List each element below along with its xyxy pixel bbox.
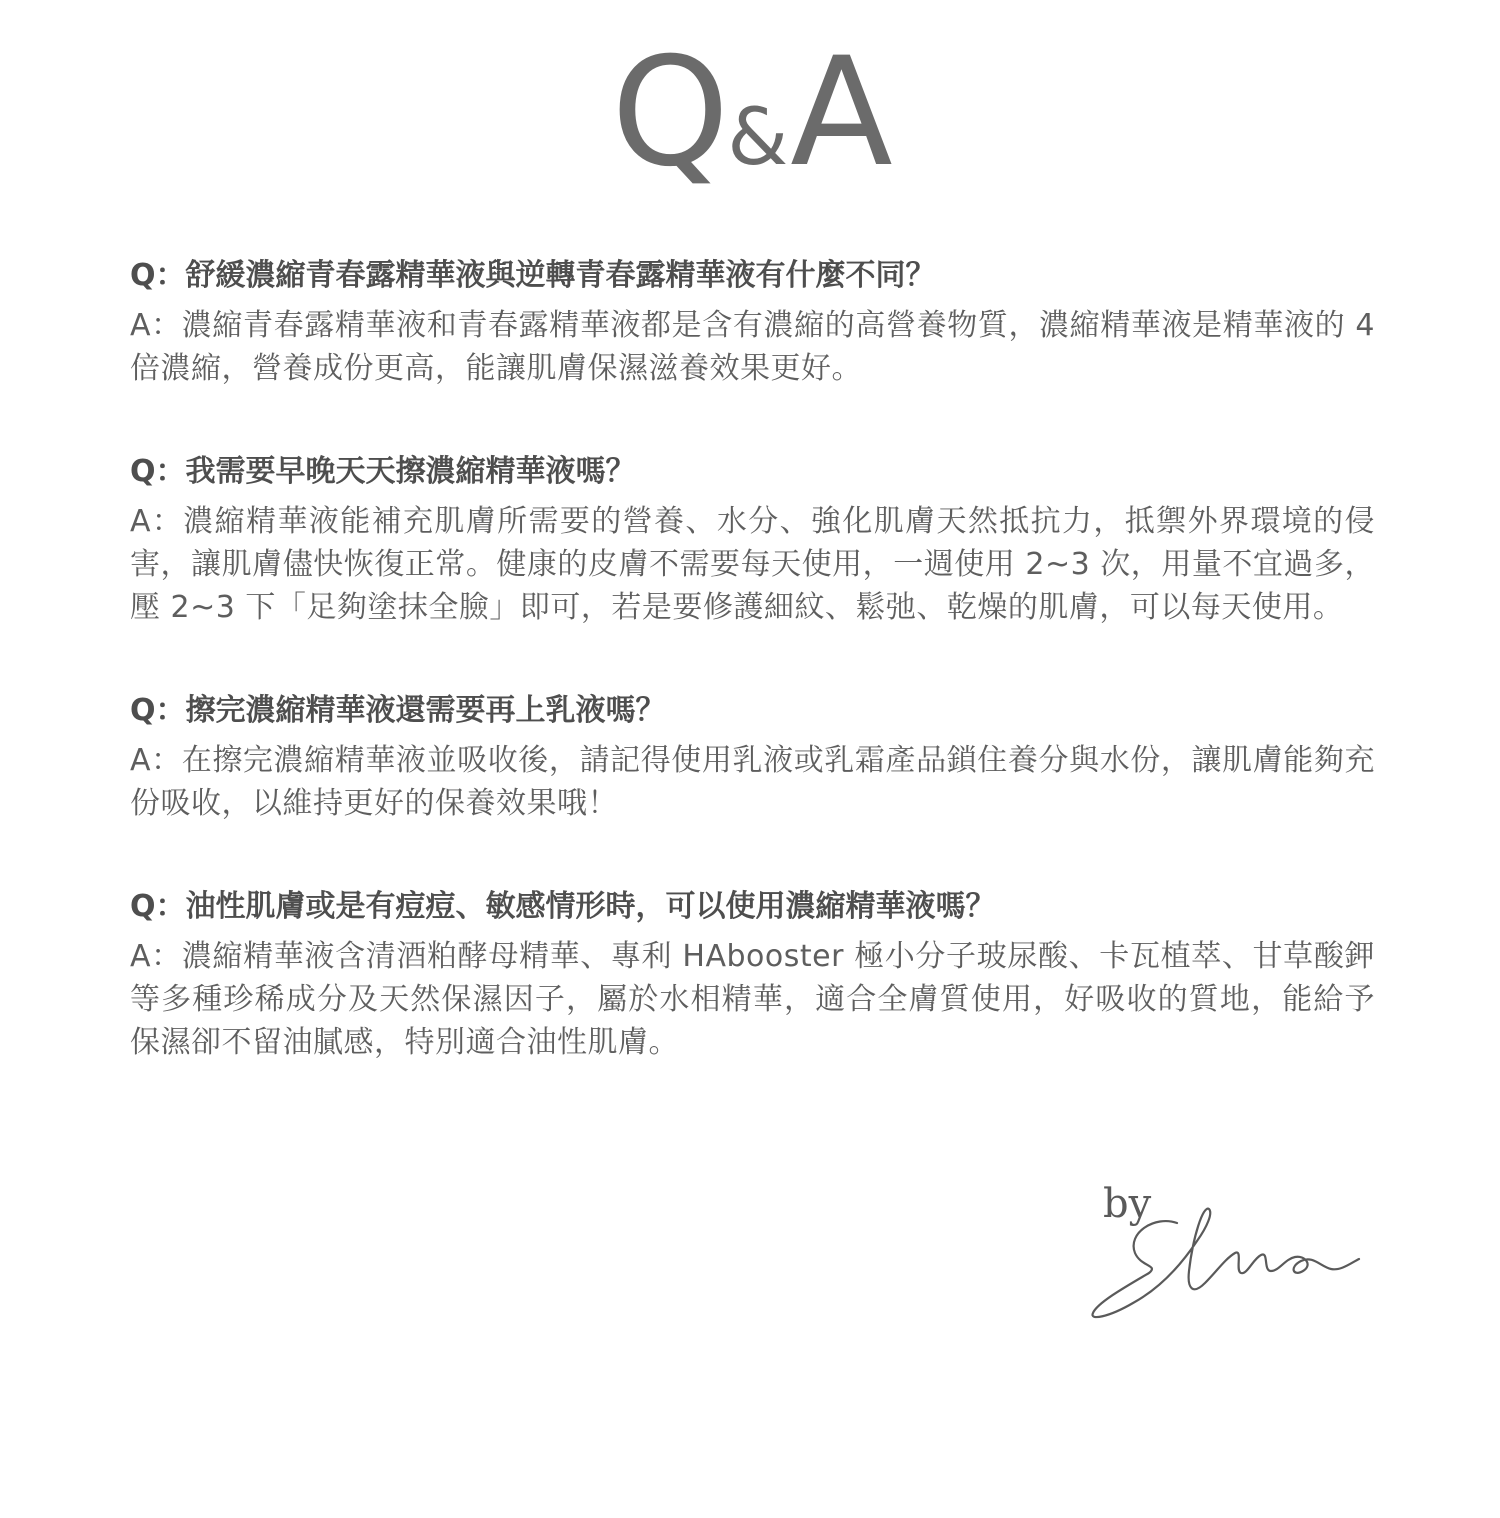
title-a: A: [790, 26, 889, 200]
answer-1: A：濃縮青春露精華液和青春露精華液都是含有濃縮的高營養物質，濃縮精華液是精華液的 4 倍濃縮，營養成份更高，能讓肌膚保濕滋養效果更好。: [130, 308, 1375, 386]
page-title: [0, 28, 1500, 198]
answer-2: A：濃縮精華液能補充肌膚所需要的營養、水分、強化肌膚天然抵抗力，抵禦外界環境的侵害，讓肌膚儘快恢復正常。健康的皮膚不需要每天使用，一週使用 2~3 次，用量不宜過多，壓 2~3 下「足夠塗抹全臉」即可，若是要修護細紋、鬆弛、乾燥的肌膚，可以每天使用。: [130, 504, 1375, 625]
answer-4: A：濃縮精華液含清酒粕酵母精華、專利 HAbooster 極小分子玻尿酸、卡瓦植萃、甘草酸鉀等多種珍稀成分及天然保濕因子，屬於水相精華，適合全膚質使用，好吸收的質地，能給予保濕卻不留油膩感，特別適合油性肌膚。: [130, 939, 1375, 1060]
qa-list: [130, 252, 1375, 1122]
signature-by: by: [1103, 1181, 1152, 1227]
question-4: Q：油性肌膚或是有痘痘、敏感情形時，可以使用濃縮精華液嗎？: [130, 889, 996, 924]
answer-3: A：在擦完濃縮精華液並吸收後，請記得使用乳液或乳霜產品鎖住養分與水份，讓肌膚能夠充份吸收，以維持更好的保養效果哦！: [130, 743, 1375, 821]
question-1: Q：舒緩濃縮青春露精華液與逆轉青春露精華液有什麼不同？: [130, 258, 936, 293]
qa-item-3: [130, 687, 1375, 825]
qa-item-4: [130, 883, 1375, 1064]
question-3: Q：擦完濃縮精華液還需要再上乳液嗎？: [130, 693, 666, 728]
qa-item-2: [130, 448, 1375, 629]
qa-item-1: [130, 252, 1375, 390]
title-ampersand: &: [727, 93, 789, 183]
signature: [1085, 1175, 1375, 1325]
title-q: Q: [611, 26, 726, 200]
question-2: Q：我需要早晚天天擦濃縮精華液嗎？: [130, 454, 636, 489]
